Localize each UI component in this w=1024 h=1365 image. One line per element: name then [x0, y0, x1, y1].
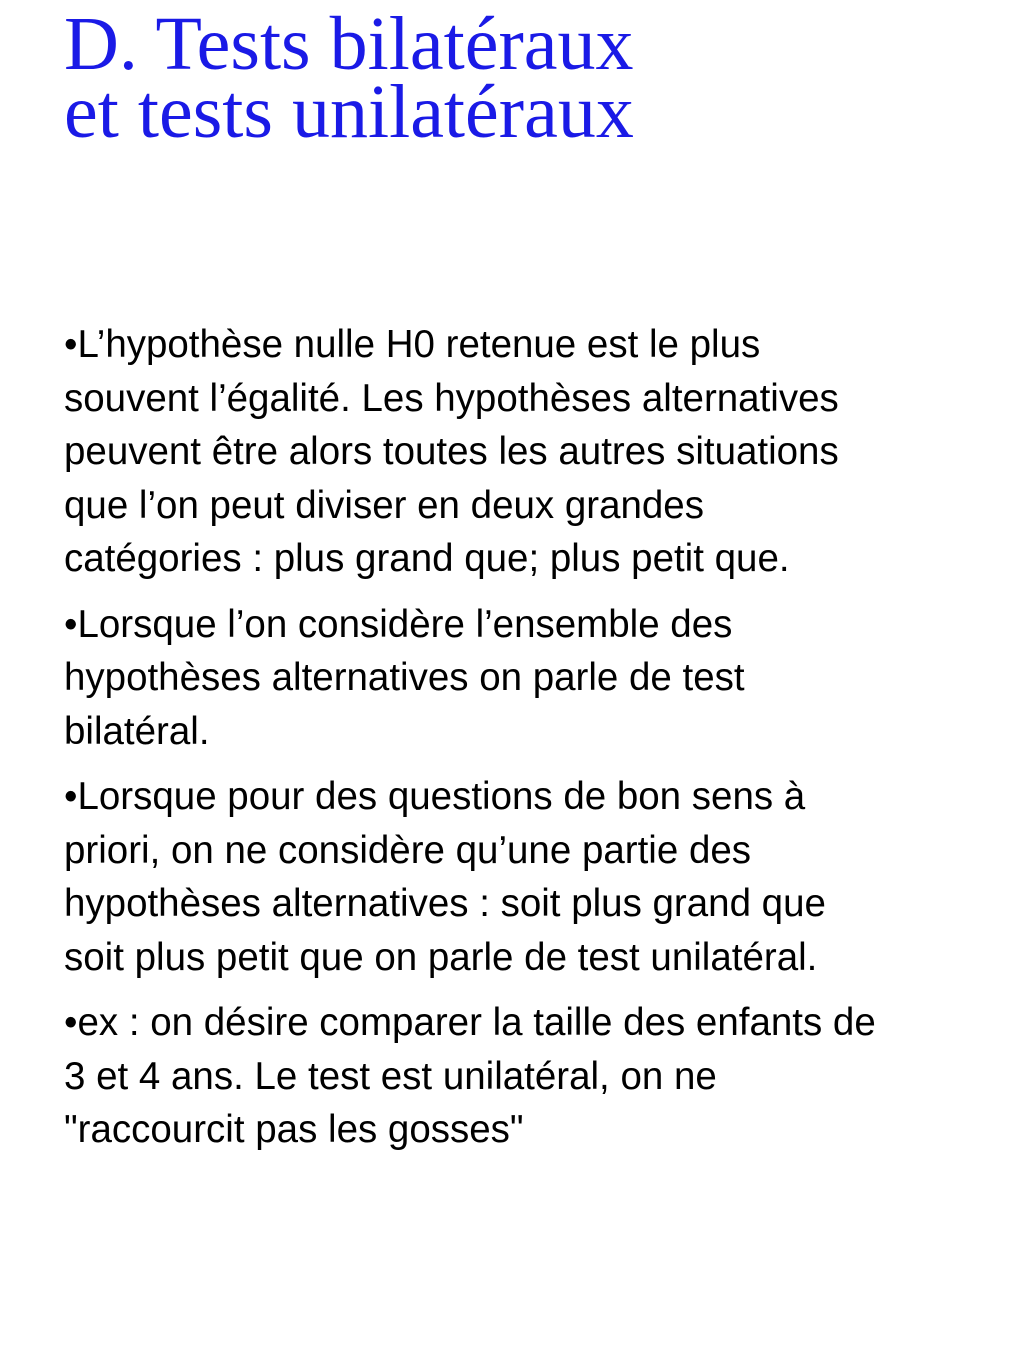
slide-title	[64, 2, 1004, 154]
bullet-line: •L’hypothèse nulle H0 retenue est le plus	[64, 323, 761, 366]
bullet-line: peuvent être alors toutes les autres situations	[64, 430, 839, 473]
bullet-item-null-hypothesis	[64, 318, 1014, 586]
bullet-line: "raccourcit pas les gosses"	[64, 1108, 524, 1151]
bullet-line: •ex : on désire comparer la taille des enfants de	[64, 1001, 876, 1044]
bullet-line: priori, on ne considère qu’une partie des	[64, 828, 752, 872]
bullet-item-example	[64, 996, 1014, 1157]
bullet-line: souvent l’égalité. Les hypothèses alternatives	[64, 376, 839, 420]
bullet-line: catégories : plus grand que; plus petit que.	[64, 537, 790, 580]
bullet-line: que l’on peut diviser en deux grandes	[64, 483, 704, 527]
bullet-item-bilateral	[64, 598, 1014, 759]
bullet-line: hypothèses alternatives on parle de test	[64, 656, 745, 699]
bullet-line: bilatéral.	[64, 709, 210, 753]
title-line-2: et tests unilatéraux	[64, 70, 634, 154]
bullet-line: 3 et 4 ans. Le test est unilatéral, on ne	[64, 1054, 717, 1098]
bullet-line: hypothèses alternatives : soit plus grand que	[64, 882, 826, 925]
bullet-line: •Lorsque l’on considère l’ensemble des	[64, 602, 733, 646]
title-line-1: D. Tests bilatéraux	[64, 2, 634, 86]
bullet-line: •Lorsque pour des questions de bon sens à	[64, 775, 806, 818]
bullet-item-unilateral	[64, 770, 1014, 984]
bullet-line: soit plus petit que on parle de test unilatéral.	[64, 935, 818, 979]
bullet-list	[64, 318, 1014, 1169]
